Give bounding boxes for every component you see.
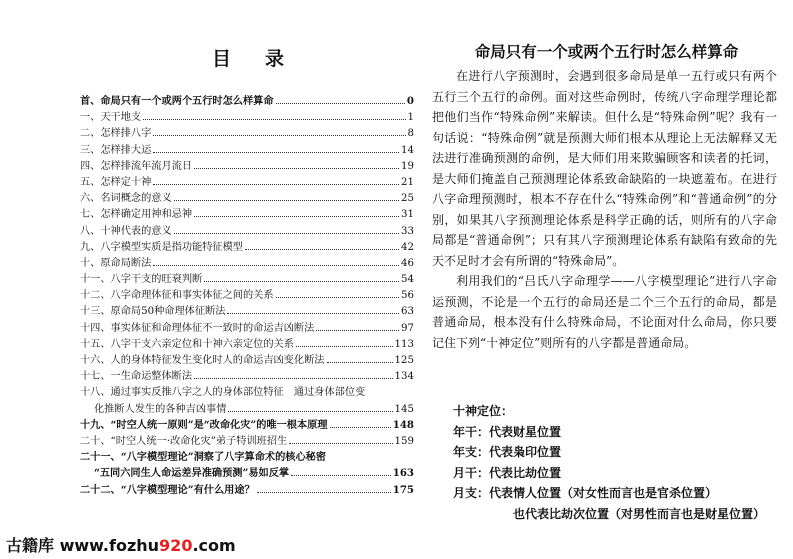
toc-item-page: 145 [394, 403, 414, 415]
shishen-row [453, 442, 773, 463]
toc-title: 目录 [211, 48, 318, 70]
toc-item-label: 十一、八字干支的旺衰判断 [80, 274, 203, 286]
site-url-suffix: .com [192, 536, 236, 555]
brand-name: 古籍库 [6, 536, 55, 555]
toc-leader-dots [153, 184, 399, 185]
toc-leader-dots [194, 168, 399, 169]
article-paragraph: 利用我们的“吕氏八字命理学——八字模型理论”进行八字命运预测，不论是一个五行的命局还是二个三个五行的命局，都是普通命局，根本没有什么特殊命局，不论面对什么命局，你只要记住下列“十神定位”则所有的八字都是普通命局。 [432, 274, 777, 350]
toc-item-label: 五、怎样定十神 [80, 176, 152, 188]
toc-leader-dots [204, 281, 399, 282]
toc-leader-dots [153, 135, 405, 136]
toc-item [80, 141, 414, 157]
shishen-row [453, 483, 773, 504]
toc-item-label: “五同六同生人命运差异准确预测”易如反掌 [94, 467, 290, 480]
toc-item [80, 335, 414, 351]
toc-item-label: 十五、八字干支六亲定位和十神六亲定位的关系 [80, 338, 294, 350]
toc-item-label: 十、原命局断法 [80, 257, 152, 269]
toc-item [80, 367, 414, 383]
toc-item [80, 124, 414, 140]
toc-item [80, 157, 414, 173]
toc-item-page: 54 [401, 274, 414, 286]
toc-item-page: 14 [401, 144, 414, 156]
toc-leader-dots [330, 427, 391, 428]
site-url-highlight: 920 [159, 536, 193, 555]
toc-item-label: 十七、一生命运整体断法 [80, 371, 193, 383]
shishen-value: 代表枭印位置 [489, 445, 562, 459]
toc-item-label: 二十、“时空人统一·改命化灾”弟子特训班招生 [80, 435, 288, 447]
shishen-value: 代表财星位置 [489, 424, 562, 439]
toc-leader-dots [276, 103, 405, 104]
toc-item-label: 四、怎样排流年流月流日 [80, 160, 193, 172]
toc-list [80, 92, 414, 497]
toc-item [80, 481, 414, 497]
toc-item-page: 1 [407, 112, 414, 124]
toc-item-continuation [80, 464, 414, 480]
toc-item-page: 8 [407, 128, 414, 140]
toc-item-page: 159 [394, 435, 414, 447]
toc-item-page: 175 [392, 483, 414, 496]
toc-leader-dots [174, 200, 399, 201]
toc-item-label: 八、十神代表的意义 [80, 225, 172, 237]
toc-leader-dots [174, 233, 399, 234]
toc-leader-dots [316, 330, 399, 331]
toc-item-page: 113 [394, 338, 414, 350]
shishen-value: 代表情人位置（对女性而言也是官杀位置） [489, 486, 718, 500]
shishen-row [453, 463, 773, 484]
toc-item [80, 92, 414, 108]
toc-item-label: 十四、事实体征和命理体征不一致时的命运吉凶断法 [80, 322, 315, 334]
article-page [420, 0, 793, 530]
toc-item [80, 302, 414, 318]
toc-item-label: 三、怎样排大运 [80, 144, 152, 156]
toc-item-label: 六、名词概念的意义 [80, 193, 172, 205]
toc-leader-dots [194, 216, 399, 217]
toc-item-label: 十八、通过事实反推八字之人的身体部位特征 通过身体部位变 [80, 387, 366, 399]
toc-leader-dots [153, 152, 399, 153]
shishen-section [453, 401, 773, 524]
toc-item-label: 十九、“时空人统一原则”是“改命化灾”的唯一根本原理 [80, 418, 328, 431]
toc-item-label: 十六、人的身体特征发生变化时人的命运吉凶变化断法 [80, 355, 325, 366]
toc-item [80, 222, 414, 238]
shishen-key: 月干： [453, 465, 490, 480]
toc-item [80, 108, 414, 124]
shishen-key: 年支： [453, 445, 490, 459]
toc-item-label: 二、怎样排八字 [80, 128, 152, 140]
toc-item [80, 205, 414, 221]
toc-item [80, 351, 414, 367]
toc-item [80, 254, 414, 270]
toc-item-page: 125 [394, 355, 414, 366]
toc-leader-dots [245, 249, 399, 250]
toc-leader-dots [289, 443, 392, 444]
toc-leader-dots [276, 297, 399, 298]
toc-leader-dots [143, 119, 405, 120]
article-body [432, 66, 777, 353]
toc-leader-dots [327, 362, 393, 363]
shishen-row [453, 422, 773, 443]
toc-item-page: 25 [401, 193, 414, 205]
toc-item [80, 416, 414, 432]
toc-leader-dots [227, 313, 399, 314]
toc-item-page: 0 [406, 95, 414, 107]
toc-item-label: 七、怎样确定用神和忌神 [80, 209, 193, 221]
shishen-value: 代表比劫位置 [489, 465, 562, 480]
toc-leader-dots [228, 411, 392, 412]
article-paragraph: 在进行八字预测时，会遇到很多命局是单一五行或只有两个五行三个五行的命例。面对这些命例时，传统八字命理学理论都把他们当作“特殊命例”来解读。但什么是“特殊命例”呢？我有一句话说：“特殊命例”就是预测大师们根本从理论上无法解释又无法进行准确预测的命例，是大师们用来欺骗顾客和读者的托词，是大师们掩盖自己预测理论体系致命缺陷的一块遮羞布。在进行八字命理预测时，根本不存在什么“特殊命例”和“普通命例”的分别，如果其八字预测理论体系是科学正确的话，则所有的八字命局都是“普通命例”；只有其八字预测理论体系有缺陷有致命的先天不足时才会有所谓的“特殊命局”。 [432, 69, 777, 268]
toc-item-page: 42 [401, 241, 414, 253]
toc-leader-dots [291, 475, 391, 476]
toc-item [80, 448, 414, 464]
toc-item-label: 十三、原命局50种命理体征断法 [80, 306, 226, 318]
toc-item-page: 63 [401, 306, 414, 318]
shishen-title: 十神定位： [453, 404, 514, 418]
footer-watermark [0, 529, 793, 559]
toc-item [80, 286, 414, 302]
toc-item-continuation [80, 400, 414, 416]
toc-item-label: 化推断人发生的各种吉凶事情 [94, 403, 227, 415]
toc-item-page: 31 [401, 209, 414, 221]
toc-item [80, 238, 414, 254]
toc-item-page: 56 [401, 290, 414, 302]
site-brand [6, 533, 236, 556]
toc-item [80, 432, 414, 448]
toc-item-label: 二十一、“八字模型理论”洞察了八字算命术的核心秘密 [80, 451, 327, 464]
toc-item-label: 十二、八字命理体征和事实体征之间的关系 [80, 290, 274, 302]
toc-item-page: 148 [392, 418, 414, 431]
toc-item [80, 319, 414, 335]
toc-item-page: 97 [401, 322, 414, 334]
toc-leader-dots [194, 378, 392, 379]
site-url-prefix: www.fozhu [59, 536, 160, 555]
toc-item-page: 21 [401, 176, 414, 188]
shishen-key: 月支： [453, 486, 490, 500]
toc-item-page: 33 [401, 225, 414, 237]
toc-item-page: 163 [392, 467, 414, 480]
toc-leader-dots [296, 346, 393, 347]
toc-item-label: 一、天干地支 [80, 112, 142, 124]
toc-item [80, 270, 414, 286]
toc-item-label: 九、八字模型实质是指功能特征模型 [80, 241, 243, 253]
shishen-extra: 也代表比劫次位置（对男性而言也是财星位置） [513, 506, 766, 521]
shishen-key: 年干： [453, 424, 490, 439]
toc-item-page: 134 [394, 371, 414, 383]
toc-item-page: 46 [401, 257, 414, 269]
toc-item-label: 首、命局只有一个或两个五行时怎么样算命 [80, 95, 274, 107]
toc-leader-dots [257, 492, 391, 493]
toc-item-label: 二十二、“八字模型理论”有什么用途？ [80, 483, 255, 496]
toc-item-page: 19 [401, 160, 414, 172]
toc-item [80, 189, 414, 205]
toc-item [80, 383, 414, 399]
toc-item [80, 173, 414, 189]
article-title: 命局只有一个或两个五行时怎么样算命 [474, 42, 739, 61]
toc-leader-dots [153, 265, 399, 266]
